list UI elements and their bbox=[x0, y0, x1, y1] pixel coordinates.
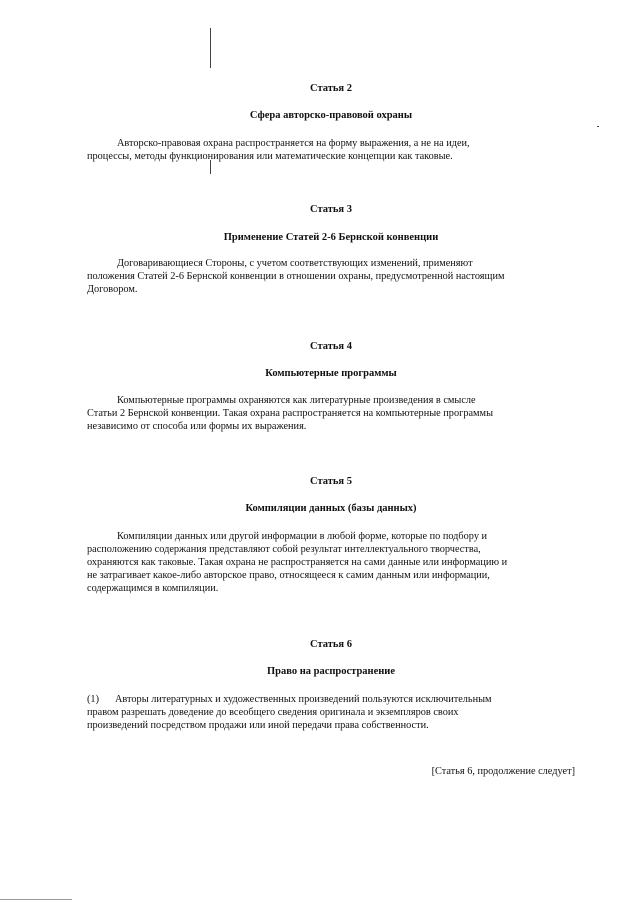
article-2-number: Статья 2 bbox=[310, 83, 352, 94]
text-line bbox=[87, 693, 575, 706]
text-line: процессы, методы функционирования или математические концепции как таковые. bbox=[87, 151, 453, 162]
text-line: Статьи 2 Бернской конвенции. Такая охрана распространяется на компьютерные программы bbox=[87, 408, 493, 419]
scan-artifact-dot bbox=[597, 126, 599, 127]
article-6-number: Статья 6 bbox=[310, 639, 352, 650]
item-text: Авторы литературных и художественных произведений пользуются исключительным bbox=[115, 694, 492, 705]
article-5-number: Статья 5 bbox=[310, 476, 352, 487]
continuation-note: [Статья 6, продолжение следует] bbox=[431, 766, 575, 777]
text-line: Авторско-правовая охрана распространяется на форму выражения, а не на идеи, bbox=[117, 138, 470, 149]
article-6-text bbox=[87, 693, 575, 732]
text-line: не затрагивает какое-либо авторское право, относящееся к самим данным или информации, bbox=[87, 570, 490, 581]
article-4-title: Компьютерные программы bbox=[265, 368, 397, 379]
article-4-number: Статья 4 bbox=[310, 341, 352, 352]
article-4-text bbox=[87, 394, 575, 433]
text-line: независимо от способа или формы их выражения. bbox=[87, 421, 307, 432]
text-line: правом разрешать доведение до всеобщего сведения оригинала и экземпляров своих bbox=[87, 707, 459, 718]
text-line: охраняются как таковые. Такая охрана не распространяется на сами данные или информацию и bbox=[87, 557, 508, 568]
article-2-title: Сфера авторско-правовой охраны bbox=[249, 110, 413, 121]
scan-artifact-line bbox=[0, 899, 72, 900]
article-5-text bbox=[87, 530, 575, 595]
text-line: расположению содержания представляют собой результат интеллектуального творчества, bbox=[87, 544, 481, 555]
text-line: содержащимся в компиляции. bbox=[87, 583, 219, 594]
text-line: произведений посредством продажи или иной передачи права собственности. bbox=[87, 720, 429, 731]
article-3-number: Статья 3 bbox=[310, 204, 352, 215]
scan-artifact-line bbox=[210, 28, 211, 68]
article-5-title: Компиляции данных (базы данных) bbox=[245, 503, 417, 514]
text-line: Договаривающиеся Стороны, с учетом соответствующих изменений, применяют bbox=[117, 258, 473, 269]
article-6-title: Право на распространение bbox=[266, 666, 396, 677]
article-2-text bbox=[87, 137, 575, 163]
article-3-text bbox=[87, 257, 575, 296]
text-line: положения Статей 2-6 Бернской конвенции в отношении охраны, предусмотренной настоящим bbox=[87, 271, 505, 282]
item-number: (1) bbox=[87, 694, 100, 705]
text-line: Компьютерные программы охраняются как литературные произведения в смысле bbox=[117, 395, 476, 406]
text-line: Компиляции данных или другой информации в любой форме, которые по подбору и bbox=[117, 531, 488, 542]
article-3-title: Применение Статей 2-6 Бернской конвенции bbox=[223, 232, 439, 243]
text-line: Договором. bbox=[87, 284, 138, 295]
